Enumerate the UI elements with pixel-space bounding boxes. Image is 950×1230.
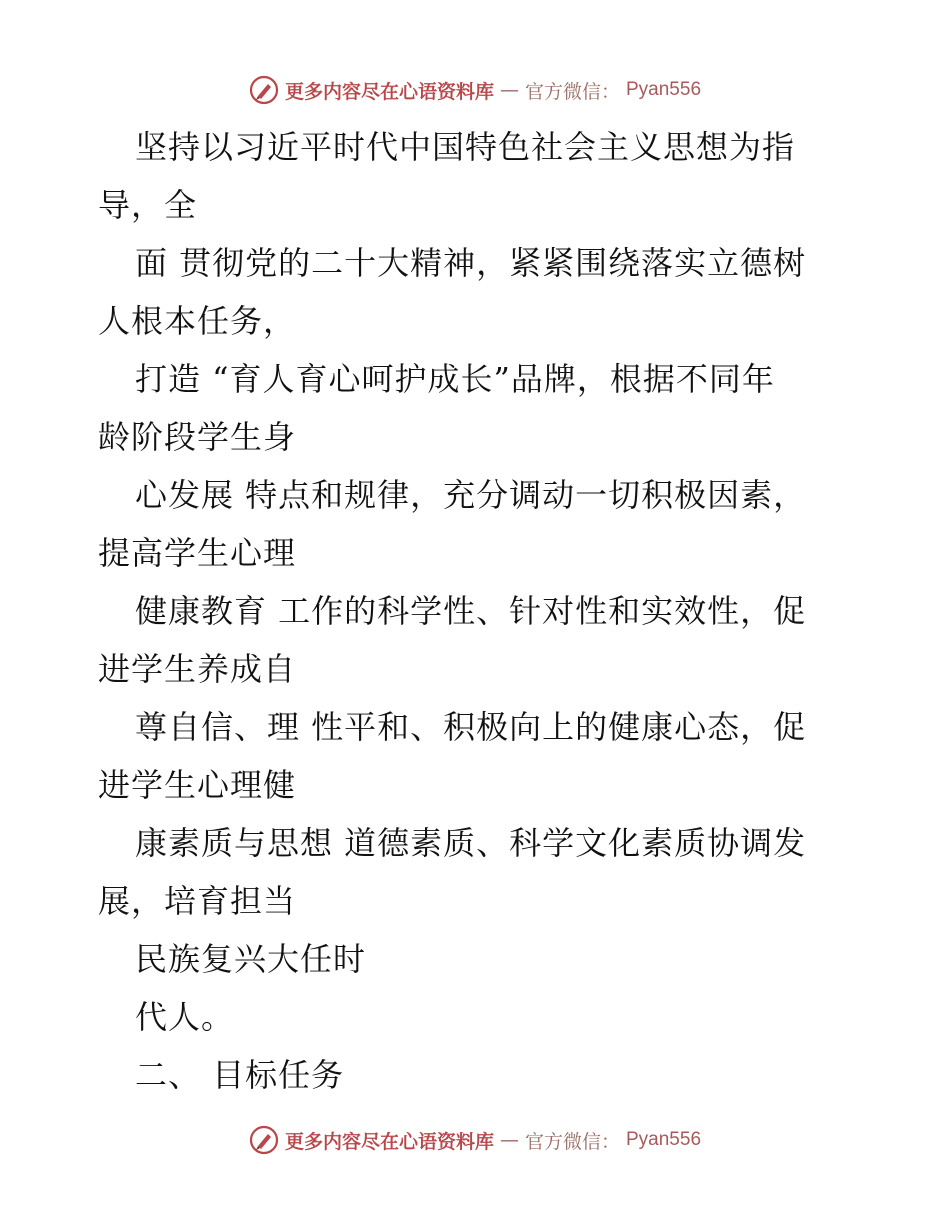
pen-logo-icon	[249, 1125, 279, 1155]
pen-logo-icon	[249, 75, 279, 105]
body-line: 代人。	[135, 998, 235, 1036]
body-line: 提高学生心理	[98, 534, 297, 572]
section-heading: 二、 目标任务	[135, 1056, 345, 1094]
body-line: 进学生心理健	[98, 766, 297, 804]
body-line: 民族复兴大任时	[135, 940, 367, 978]
watermark-main-text: 更多内容尽在心语资料库	[284, 80, 494, 103]
body-line: 打造 “育人育心呵护成长”品牌，根据不同年	[135, 360, 775, 398]
body-line: 龄阶段学生身	[98, 418, 297, 456]
brand-banner	[249, 1125, 701, 1155]
body-line: 尊自信、理 性平和、积极向上的健康心态，促	[135, 708, 807, 746]
body-line: 面 贯彻党的二十大精神，紧紧围绕落实立德树	[135, 244, 807, 282]
body-line: 展，培育担当	[98, 882, 297, 920]
body-line: 坚持以习近平时代中国特色社会主义思想为指	[135, 128, 796, 166]
watermark-wechat-id: Pyan556	[626, 79, 702, 100]
document-body	[98, 118, 838, 1104]
watermark-dash: —	[499, 1129, 519, 1151]
body-line: 健康教育 工作的科学性、针对性和实效性，促	[135, 592, 807, 630]
watermark-wechat-id: Pyan556	[626, 1129, 702, 1150]
header-watermark	[0, 70, 950, 110]
body-line: 人根本任务，	[98, 302, 297, 340]
watermark-sub-text: 官方微信：	[524, 1130, 620, 1153]
body-line: 进学生养成自	[98, 650, 297, 688]
body-line: 导，全	[98, 186, 198, 224]
body-line: 康素质与思想 道德素质、科学文化素质协调发	[135, 824, 807, 862]
watermark-dash: —	[499, 79, 519, 101]
brand-banner	[249, 75, 701, 105]
body-line: 心发展 特点和规律，充分调动一切积极因素，	[135, 476, 807, 514]
watermark-sub-text: 官方微信：	[524, 80, 620, 103]
footer-watermark	[0, 1120, 950, 1160]
watermark-main-text: 更多内容尽在心语资料库	[284, 1130, 494, 1153]
